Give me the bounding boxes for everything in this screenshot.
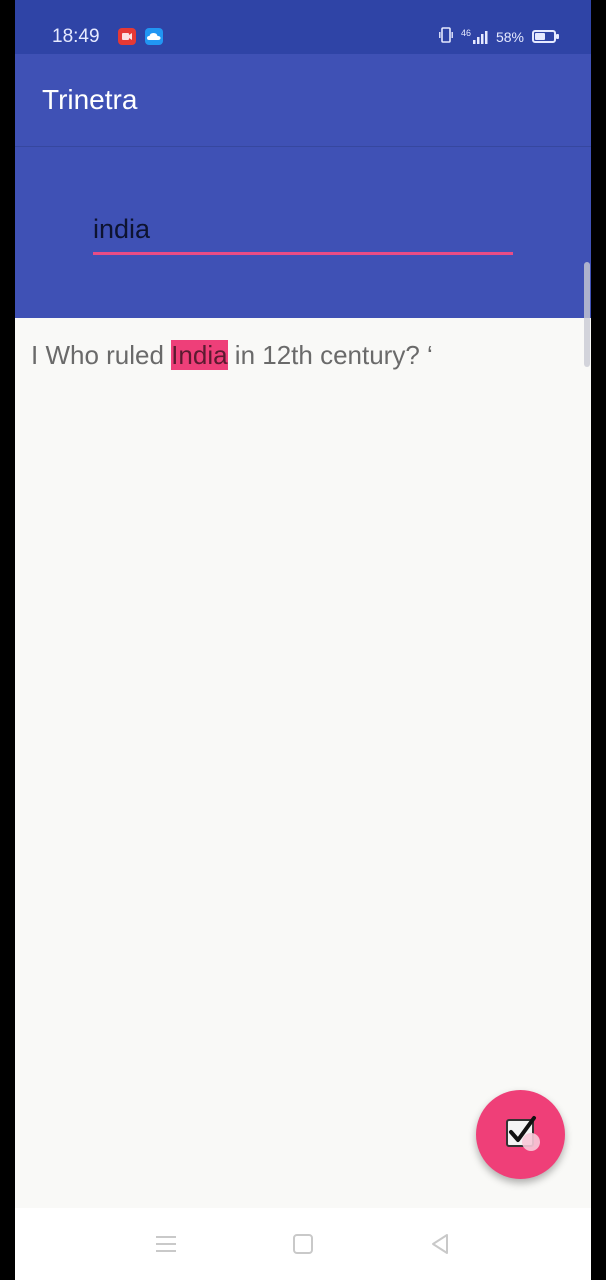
search-input[interactable]: [93, 207, 513, 255]
status-bar: [15, 0, 591, 54]
app-screen: [15, 0, 591, 1280]
search-area: [15, 147, 591, 318]
scrollbar[interactable]: [584, 262, 590, 367]
battery-percent: 58%: [495, 28, 524, 45]
menu-icon[interactable]: [152, 1230, 180, 1258]
battery-icon: [532, 30, 556, 43]
signal-icon: [461, 29, 488, 45]
screen-record-icon: [118, 28, 136, 45]
home-icon[interactable]: [289, 1230, 317, 1258]
cloud-icon: [145, 28, 163, 45]
result-text-before: I Who ruled: [31, 340, 172, 370]
back-icon[interactable]: [426, 1230, 454, 1258]
status-indicators: [439, 27, 556, 46]
app-bar: [15, 54, 591, 147]
network-type: 46: [460, 27, 471, 38]
confirm-fab-button[interactable]: [476, 1090, 565, 1179]
status-time: 18:49: [52, 26, 100, 47]
result-text-after: in 12th century? ‘: [227, 340, 433, 370]
list-item[interactable]: [31, 334, 433, 376]
battery-fill: [535, 33, 545, 40]
checkbox-icon: [501, 1112, 541, 1157]
system-nav-bar: [15, 1208, 591, 1280]
app-title: Trinetra: [42, 84, 138, 115]
vibrate-icon: [439, 27, 453, 46]
search-match-highlight: India: [171, 340, 228, 370]
